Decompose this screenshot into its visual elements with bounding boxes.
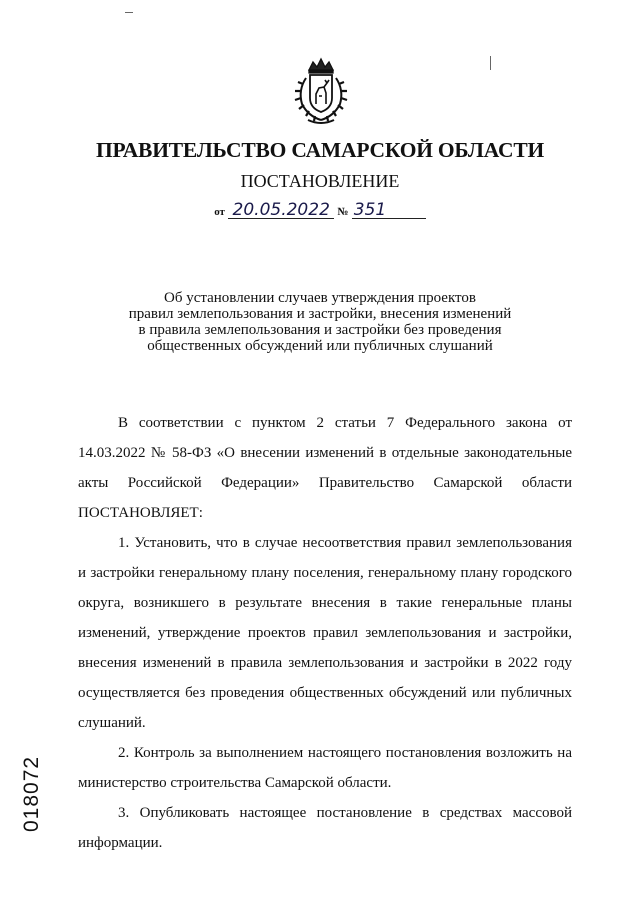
number-prefix: № [337,206,349,218]
title-line: в правила землепользования и застройки без проведения [138,322,502,338]
document-number: 351 [352,202,426,219]
paragraph-preamble: В соответствии с пунктом 2 статьи 7 Федерального закона от 14.03.2022 № 58-ФЗ «О внесении изменений в отдельные законодательные акты Российской Федерации» Правительство Самарской области ПОСТАНОВЛЯЕТ: [78,415,572,521]
title-line: Об установлении случаев утверждения проектов [164,290,476,306]
paragraph-item-2: 2. Контроль за выполнением настоящего постановления возложить на министерство строительства Самарской области. [78,745,572,791]
document-type: ПОСТАНОВЛЕНИЕ [240,171,400,191]
paragraph-item-1: 1. Установить, что в случае несоответствия правил землепользования и застройки генеральному плану поселения, генеральному плану городского округа, возникшего в результате внесения в такие генеральные планы изменений, утверждение проектов правил землепользования и застройки, внесения изменений в правила землепользования и застройки в 2022 году осуществляется без проведения общественных обсуждений или публичных слушаний. [78,535,572,731]
date-number-line [0,202,640,219]
organization-name: ПРАВИТЕЛЬСТВО САМАРСКОЙ ОБЛАСТИ [96,138,544,162]
paragraph-item-3: 3. Опубликовать настоящее постановление в средствах массовой информации. [78,805,572,851]
document-body [78,408,572,858]
side-serial-number: 018072 [20,755,43,832]
document-date: 20.05.2022 [228,202,334,219]
title-line: общественных обсуждений или публичных слушаний [147,338,493,354]
document-title [110,290,530,354]
coat-of-arms-icon [286,56,356,128]
scan-mark [490,56,491,70]
date-prefix: от [214,206,225,218]
title-line: правил землепользования и застройки, внесения изменений [128,306,512,322]
scan-mark [125,12,133,13]
